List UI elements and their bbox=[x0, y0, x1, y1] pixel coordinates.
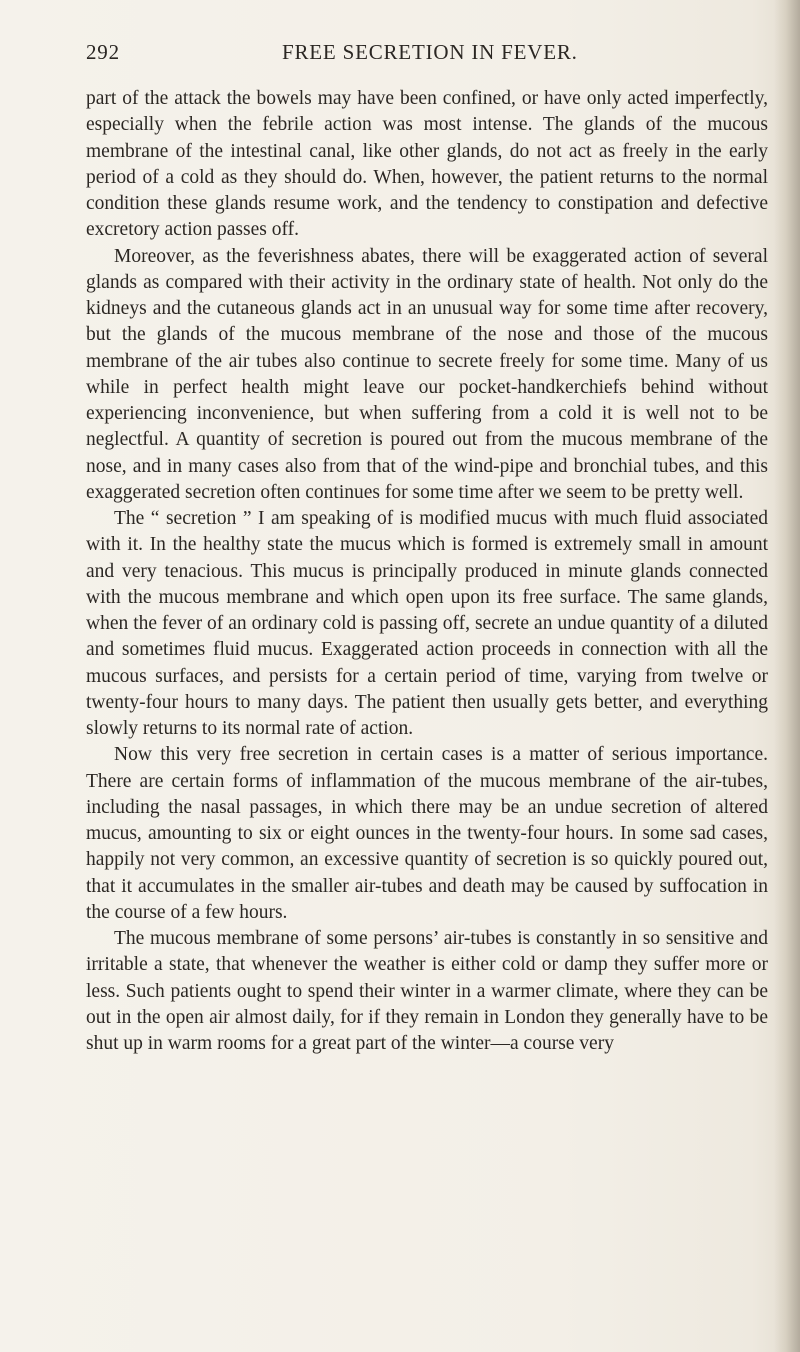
paragraph-sensitive-membrane: The mucous membrane of some persons’ air-tubes is constantly in so sensitive and irritable a state, that whenever the weather is either cold or damp they suffer more or less. Such patients ought to spend their winter in a warmer climate, where they can be out in the open air almost daily, for if they remain in London they generally have to be shut up in warm rooms for a great part of the winter—a course very bbox=[86, 928, 768, 1054]
running-title: FREE SECRETION IN FEVER. bbox=[282, 40, 578, 64]
page-header bbox=[86, 40, 722, 72]
paragraph-serious-importance: Now this very free secretion in certain cases is a matter of serious importance. There are certain forms of inflammation of the mucous membrane of the air-tubes, including the nasal passages, in which there may be an undue secretion of altered mucus, amounting to six or eight ounces in the twenty-four hours. In some sad cases, happily not very common, an excessive quantity of secretion is so quickly poured out, that it accumulates in the smaller air-tubes and death may be caused by suffocation in the course of a few hours. bbox=[86, 744, 768, 923]
paragraph-feverishness: Moreover, as the feverishness abates, there will be exaggerated action of several glands as compared with their activity in the ordinary state of health. Not only do the kidneys and the cutaneous glands act in an unusual way for some time after recovery, but the glands of the mucous membrane of the nose and those of the mucous membrane of the air tubes also continue to secrete freely for some time. Many of us while in perfect health might leave our pocket-handkerchiefs behind without experiencing inconvenience, but when suffering from a cold it is well not to be neglectful. A quantity of secretion is poured out from the mucous membrane of the nose, and in many cases also from that of the wind-pipe and bronchial tubes, and this exaggerated secretion often continues for some time after we seem to be pretty well. bbox=[86, 245, 768, 503]
page-number: 292 bbox=[86, 40, 120, 64]
paragraph-secretion: The “ secretion ” I am speaking of is modified mucus with much fluid associated with it. In the healthy state the mucus which is formed is extremely small in amount and very tenacious. This mucus is principally produced in minute glands connected with the mucous membrane and which open upon its free surface. The same glands, when the fever of an ordinary cold is passing off, secrete an undue quantity of a diluted and sometimes fluid mucus. Exaggerated action proceeds in connection with all the mucous surfaces, and persists for a certain period of time, varying from twelve or twenty-four hours to many days. The patient then usually gets better, and everything slowly returns to its normal rate of action. bbox=[86, 508, 768, 739]
page-edge-shadow bbox=[774, 0, 800, 1352]
paragraph-continued: part of the attack the bowels may have been confined, or have only acted imperfectly, especially when the febrile action was most intense. The glands of the mucous membrane of the intestinal canal, like other glands, do not act as freely in the early period of a cold as they should do. When, however, the patient returns to the normal condition these glands resume work, and the tendency to constipation and defective excretory action passes off. bbox=[86, 88, 768, 241]
body-text bbox=[86, 86, 768, 1057]
